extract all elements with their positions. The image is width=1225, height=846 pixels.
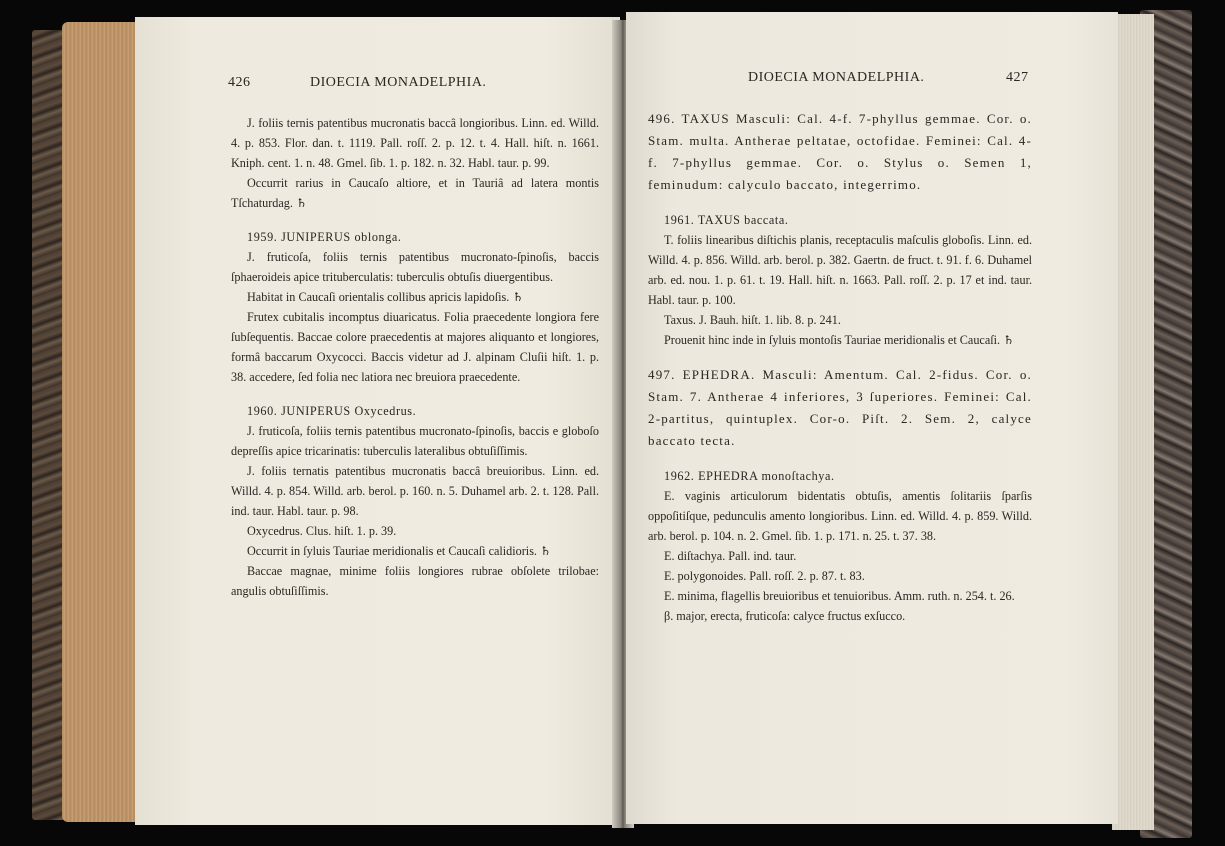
running-head-right: DIOECIA MONADELPHIA. bbox=[748, 70, 925, 85]
page-number-right: 427 bbox=[1006, 70, 1029, 85]
genus-entry: 497. EPHEDRA. Masculi: Amentum. Cal. 2-fidus. Cor. o. Stam. 7. Antherae 4 inferiores, 3 ſuperiores. Feminei: Cal. 2-partitus, quintuplex. Cor-o. Piſt. 2. Sem. 2, calyce baccato tecta. bbox=[648, 367, 1032, 448]
paragraph-gap bbox=[231, 213, 599, 227]
paragraph: E. diſtachya. Pall. ind. taur. bbox=[664, 549, 797, 563]
paragraph: Occurrit in ſyluis Tauriae meridionalis et Caucaſi calidioris. ♄ bbox=[247, 544, 551, 558]
paragraph: E. vaginis articulorum bidentatis obtuſis, amentis ſolitariis ſparſis oppoſitiſque, pedunculis amento longioribus. Linn. ed. Willd. 4. p. 859. Willd. arb. berol. p. 104. n. 2. Gmel. ſib. 1. p. 171. n. 25. t. 37. 38. bbox=[648, 489, 1032, 543]
paragraph: Baccae magnae, minime foliis longiores rubrae obſolete trilobae: angulis obtuſiſſimis. bbox=[231, 564, 599, 598]
species-heading: 1962. EPHEDRA monoſtachya. bbox=[664, 469, 835, 483]
left-page-header bbox=[135, 75, 620, 95]
species-heading: 1961. TAXUS baccata. bbox=[664, 213, 789, 227]
right-page bbox=[626, 12, 1118, 824]
left-page-text bbox=[231, 113, 599, 601]
paragraph: Oxycedrus. Clus. hiſt. 1. p. 39. bbox=[247, 524, 397, 538]
paragraph: J. foliis ternis patentibus mucronatis baccâ longioribus. Linn. ed. Willd. 4. p. 853. Flor. dan. t. 1119. Pall. roſſ. 2. p. 12. t. 4. Hall. hiſt. n. 1661. Kniph. cent. 1. n. 48. Gmel. ſib. 1. p. 182. n. 32. Habl. taur. p. 99. bbox=[231, 116, 599, 170]
paragraph-gap bbox=[648, 452, 1032, 466]
paragraph: β. major, erecta, fruticoſa: calyce fructus exſucco. bbox=[664, 609, 906, 623]
paragraph: E. polygonoides. Pall. roſſ. 2. p. 87. t. 83. bbox=[664, 569, 865, 583]
right-page-text bbox=[648, 108, 1032, 626]
paragraph: Habitat in Caucaſi orientalis collibus apricis lapidoſis. ♄ bbox=[247, 290, 524, 304]
left-page bbox=[135, 17, 620, 825]
paragraph-gap bbox=[648, 350, 1032, 364]
paragraph: T. foliis linearibus diſtichis planis, receptaculis maſculis globoſis. Linn. ed. Willd. 4. p. 856. Willd. arb. berol. p. 382. Gaertn. de fruct. t. 91. f. 6. Duhamel arb. ed. nou. 1. p. 61. t. 19. Hall. hiſt. n. 1663. Pall. roſſ. 2. p. 17 et ind. taur. Habl. taur. p. 100. bbox=[648, 233, 1032, 307]
right-page-edges bbox=[1112, 14, 1154, 830]
running-head-left: DIOECIA MONADELPHIA. bbox=[310, 75, 487, 90]
species-heading: 1959. JUNIPERUS oblonga. bbox=[247, 230, 402, 244]
page-number-left: 426 bbox=[228, 75, 251, 90]
paragraph: Taxus. J. Bauh. hiſt. 1. lib. 8. p. 241. bbox=[664, 313, 841, 327]
paragraph: J. foliis ternatis patentibus mucronatis baccâ breuioribus. Linn. ed. Willd. 4. p. 854. Willd. arb. berol. p. 160. n. 5. Duhamel arb. 2. t. 128. Pall. ind. taur. Habl. taur. p. 98. bbox=[231, 464, 599, 518]
right-page-header bbox=[626, 70, 1118, 90]
species-heading: 1960. JUNIPERUS Oxycedrus. bbox=[247, 404, 417, 418]
paragraph: Occurrit rarius in Caucaſo altiore, et in Tauriâ ad latera montis Tſchaturdag. ♄ bbox=[231, 176, 599, 210]
paragraph: E. minima, flagellis breuioribus et tenuioribus. Amm. ruth. n. 254. t. 26. bbox=[664, 589, 1015, 603]
paragraph: J. fruticoſa, foliis ternis patentibus mucronato-ſpinoſis, baccis ſphaeroideis apice trituberculatis: tuberculis obtuſis diuergentibus. bbox=[231, 250, 599, 284]
paragraph: Frutex cubitalis incomptus diuaricatus. Folia praecedente longiora fere ſubſequentis. Baccae colore praecedentis at majores aliquanto et longiores, formâ baccarum Oxycocci. Baccis videtur ad J. alpinam Cluſii hiſt. 1. p. 38. accedere, ſed folia nec latiora nec breuiora praecedente. bbox=[231, 310, 599, 384]
paragraph-gap bbox=[231, 387, 599, 401]
paragraph: Prouenit hinc inde in ſyluis montoſis Tauriae meridionalis et Caucaſi. ♄ bbox=[664, 333, 1015, 347]
genus-entry: 496. TAXUS Masculi: Cal. 4-f. 7-phyllus gemmae. Cor. o. Stam. multa. Antherae peltatae, octofidae. Feminei: Cal. 4-f. 7-phyllus gemmae. Cor. o. Stylus o. Semen 1, feminudum: calyculo baccato, integerrimo. bbox=[648, 111, 1032, 192]
paragraph-gap bbox=[648, 196, 1032, 210]
paragraph: J. fruticoſa, foliis ternis patentibus mucronato-ſpinoſis, baccis e globoſo depreſſis apice tricarinatis: tuberculis lateralibus obtuſiſſimis. bbox=[231, 424, 599, 458]
